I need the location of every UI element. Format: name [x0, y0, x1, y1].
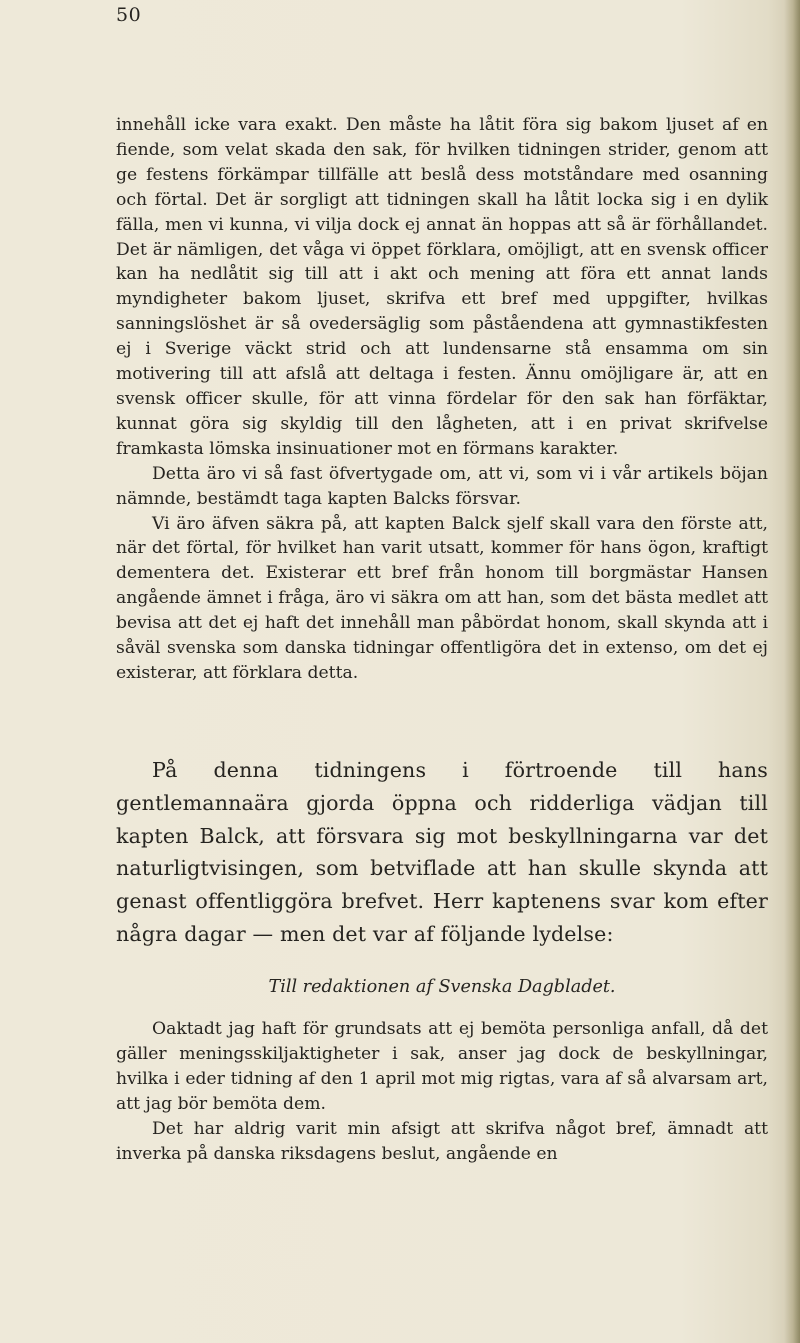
paragraph-4: På denna tidningens i förtroende till hans gentlemannaära gjorda öppna och ridderliga vädjan till kapten Balck, att försvara sig mot beskyllningarna var det naturligtvisingen, som betviflade att han skulle skynda att genast offentliggöra brefvet. Herr kaptenens svar kom efter några dagar — men det var af följande lydelse: [116, 758, 768, 946]
paragraph-5: Oaktadt jag haft för grundsats att ej bemöta personliga anfall, då det gäller meningsskiljaktigheter i sak, anser jag dock de beskyllningar, hvilka i eder tidning af den 1 april mot mig rigtas, vara af så alvarsam art, att jag bör bemöta dem. [116, 1019, 768, 1114]
page-edge-shadow [784, 0, 800, 1343]
body-text-section-3 [116, 1017, 768, 1166]
paragraph-1: innehåll icke vara exakt. Den måste ha låtit föra sig bakom ljuset af en fiende, som velat skada den sak, för hvilken tidningen strider, genom att ge festens förkämpar tillfälle att beslå dess motståndare med osanning och förtal. Det är sorgligt att tidningen skall ha låtit locka sig i en dylik fälla, men vi kunna, vi vilja dock ej annat än hoppas att så är förhållandet. Det är nämligen, det våga vi öppet förklara, omöjligt, att en svensk officer kan ha nedlåtit sig till att i akt och mening att föra ett annat lands myndigheter bakom ljuset, skrifva ett bref med uppgifter, hvilkas sanningslöshet är så ovedersäglig som påståendena att gymnastikfesten ej i Sverige väckt strid och att lundensarne stå ensamma om sin motivering till att afslå att deltaga i festen. Ännu omöjligare är, att en svensk officer skulle, för att vinna fördelar för den sak han förfäktar, kunnat göra sig skyldig till den lågheten, att i en privat skrifvelse framkasta lömska insinuationer mot en förmans karakter. [116, 115, 768, 459]
paragraph-2: Detta äro vi så fast öfvertygade om, att vi, som vi i vår artikels böjan nämnde, bestämdt taga kapten Balcks försvar. [116, 463, 768, 509]
paragraph-3: Vi äro äfven säkra på, att kapten Balck sjelf skall vara den förste att, när det förtal, för hvilket han varit utsatt, kommer för hans ögon, kraftigt dementera det. Existerar ett bref från honom till borgmästar Hansen angående ämnet i fråga, äro vi säkra om att han, som det bästa medlet att bevisa att det ej haft det innehåll man påbördat honom, skall skynda att i såväl svenska som danska tidningar offentligöra det in extenso, om det ej existerar, att förklara detta. [116, 513, 768, 683]
body-text-section-2 [116, 754, 768, 951]
letter-heading-block [116, 977, 768, 997]
letter-heading: Till redaktionen af Svenska Dagbladet. [268, 977, 616, 997]
body-text-section-1 [116, 113, 768, 686]
page-number: 50 [116, 4, 142, 26]
paragraph-6: Det har aldrig varit min afsigt att skrifva något bref, ämnadt att inverka på danska riksdagens beslut, angående en [116, 1118, 768, 1164]
